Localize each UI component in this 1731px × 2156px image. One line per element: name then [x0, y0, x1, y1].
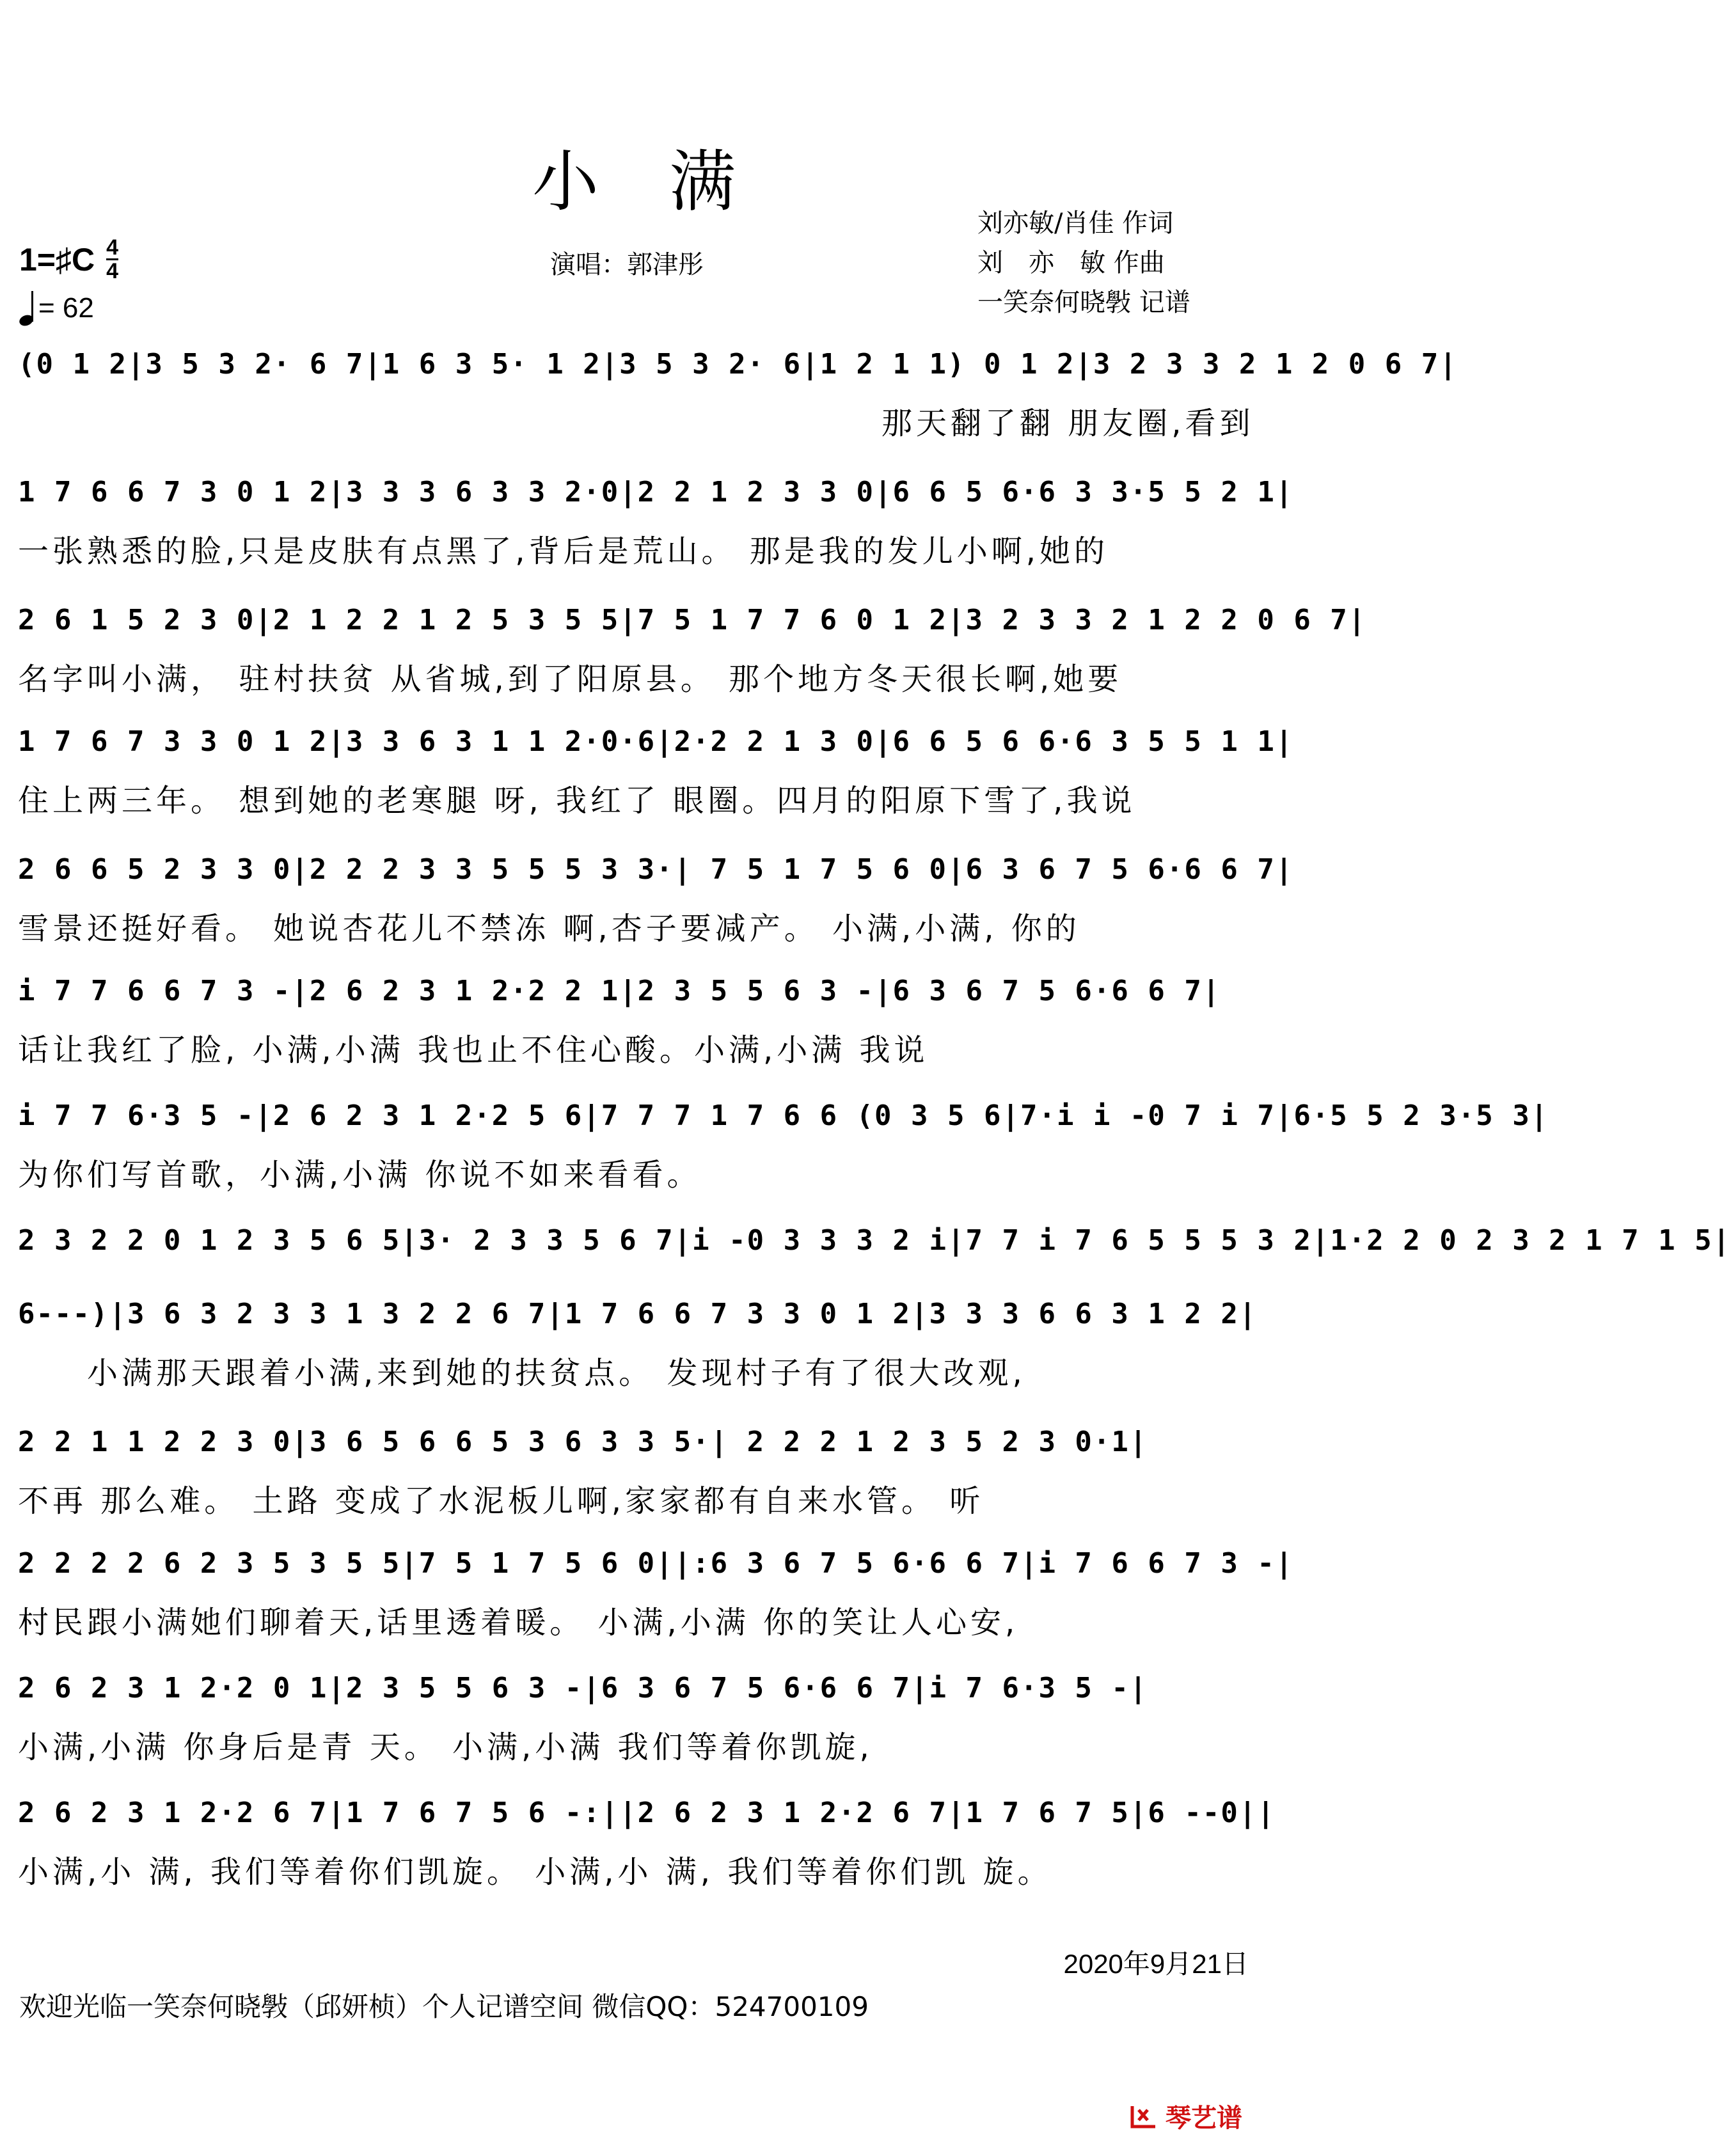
lyric-line: 那天翻了翻 朋友圈,看到 — [18, 405, 1254, 441]
page-title: 小满 — [532, 143, 806, 221]
notation-line: 2 6 1 5 2 3 0|2 1 2 2 1 2 5 3 5 5|7 5 1 7 7 6 0 1 2|3 2 3 3 2 1 2 2 0 6 7| — [18, 604, 1367, 636]
lyric-line: 雪景还挺好看。 她说杏花儿不禁冻 啊,杏子要减产。 小满,小满, 你的 — [18, 911, 1080, 947]
key-signature — [19, 237, 118, 282]
footer-note: 欢迎光临一笑奈何晓斅（邱妍桢）个人记谱空间 微信QQ：524700109 — [19, 1991, 869, 2022]
notation-line: (0 1 2|3 5 3 2· 6 7|1 6 3 5· 1 2|3 5 3 2· 6|1 2 1 1) 0 1 2|3 2 3 3 2 1 2 0 6 7| — [18, 348, 1458, 381]
lyric-line: 为你们写首歌，小满,小满 你说不如来看看。 — [18, 1157, 702, 1193]
notation-line: 2 2 1 1 2 2 3 0|3 6 5 6 6 5 3 6 3 3 5·| 2 2 2 1 2 3 5 2 3 0·1| — [18, 1426, 1148, 1458]
notation-line: i 7 7 6·3 5 -|2 6 2 3 1 2·2 5 6|7 7 7 1 7 6 6 (0 3 5 6|7·i i -0 7 i 7|6·5 5 2 3·5 3| — [18, 1099, 1549, 1132]
tempo-marking — [19, 291, 94, 326]
notation-line: 1 7 6 7 3 3 0 1 2|3 3 6 3 1 1 2·0·6|2·2 2 1 3 0|6 6 5 6 6·6 3 5 5 1 1| — [18, 725, 1294, 758]
notation-line: 2 6 6 5 2 3 3 0|2 2 2 3 3 5 5 5 3 3·| 7 5 1 7 5 6 0|6 3 6 7 5 6·6 6 7| — [18, 853, 1294, 886]
lyric-line: 名字叫小满， 驻村扶贫 从省城,到了阳原县。 那个地方冬天很长啊,她要 — [18, 661, 1123, 697]
tempo-value: = 62 — [38, 292, 94, 324]
notation-line: 2 6 2 3 1 2·2 6 7|1 7 6 7 5 6 -:||2 6 2 3 1 2·2 6 7|1 7 6 7 5|6 --0|| — [18, 1797, 1276, 1829]
lyric-line: 住上两三年。 想到她的老寒腿 呀, 我红了 眼圈。四月的阳原下雪了,我说 — [18, 783, 1136, 819]
quarter-note-icon — [19, 291, 36, 326]
lyricist-credit: 刘亦敏/肖佳 作词 — [977, 209, 1174, 238]
composer-credit: 刘 亦 敏 作曲 — [977, 248, 1165, 278]
notation-line: 1 7 6 6 7 3 0 1 2|3 3 3 6 3 3 2·0|2 2 1 2 3 3 0|6 6 5 6·6 3 3·5 5 2 1| — [18, 476, 1294, 508]
watermark-text: 琴艺谱 — [1166, 2104, 1242, 2133]
singer-credit: 演唱：郭津彤 — [550, 250, 704, 279]
lyric-line: 村民跟小满她们聊着天,话里透着暖。 小满,小满 你的笑让人心安, — [18, 1605, 1019, 1641]
lyric-line: 话让我红了脸, 小满,小满 我也止不住心酸。小满,小满 我说 — [18, 1032, 929, 1068]
author-credits — [977, 203, 1190, 322]
time-signature — [106, 237, 118, 282]
notation-line: i 7 7 6 6 7 3 -|2 6 2 3 1 2·2 2 1|2 3 5 5 6 3 -|6 3 6 7 5 6·6 6 7| — [18, 975, 1221, 1007]
lyric-line: 小满,小 满, 我们等着你们凯旋。 小满,小 满, 我们等着你们凯 旋。 — [18, 1854, 1052, 1890]
notation-line: 2 6 2 3 1 2·2 0 1|2 3 5 5 6 3 -|6 3 6 7 5 6·6 6 7|i 7 6·3 5 -| — [18, 1672, 1148, 1704]
notation-line: 2 3 2 2 0 1 2 3 5 6 5|3· 2 3 3 5 6 7|i -0 3 3 3 2 i|7 7 i 7 6 5 5 5 3 2|1·2 2 0 2 3 2 1 7 1 5| — [18, 1224, 1731, 1257]
time-signature-bottom: 4 — [106, 259, 119, 283]
transcription-date: 2020年9月21日 — [1063, 1949, 1249, 1979]
lyric-line: 小满,小满 你身后是青 天。 小满,小满 我们等着你凯旋, — [18, 1729, 873, 1765]
lyric-line: 一张熟悉的脸,只是皮肤有点黑了,背后是荒山。 那是我的发儿小啊,她的 — [18, 533, 1109, 569]
time-signature-top: 4 — [106, 235, 119, 260]
transcriber-credit: 一笑奈何晓斅 记谱 — [977, 288, 1190, 317]
notation-line: 6---)|3 6 3 2 3 3 1 3 2 2 6 7|1 7 6 6 7 3 3 0 1 2|3 3 3 6 6 3 1 2 2| — [18, 1298, 1258, 1330]
key-label: 1=♯C — [19, 241, 95, 278]
lyric-line: 不再 那么难。 土路 变成了水泥板儿啊,家家都有自来水管。 听 — [18, 1483, 984, 1519]
site-watermark — [1128, 2098, 1242, 2134]
lyric-line: 小满那天跟着小满,来到她的扶贫点。 发现村子有了很大改观, — [18, 1355, 1026, 1391]
notation-line: 2 2 2 2 6 2 3 5 3 5 5|7 5 1 7 5 6 0||:6 3 6 7 5 6·6 6 7|i 7 6 6 7 3 -| — [18, 1547, 1294, 1580]
site-logo-icon — [1128, 2101, 1159, 2132]
